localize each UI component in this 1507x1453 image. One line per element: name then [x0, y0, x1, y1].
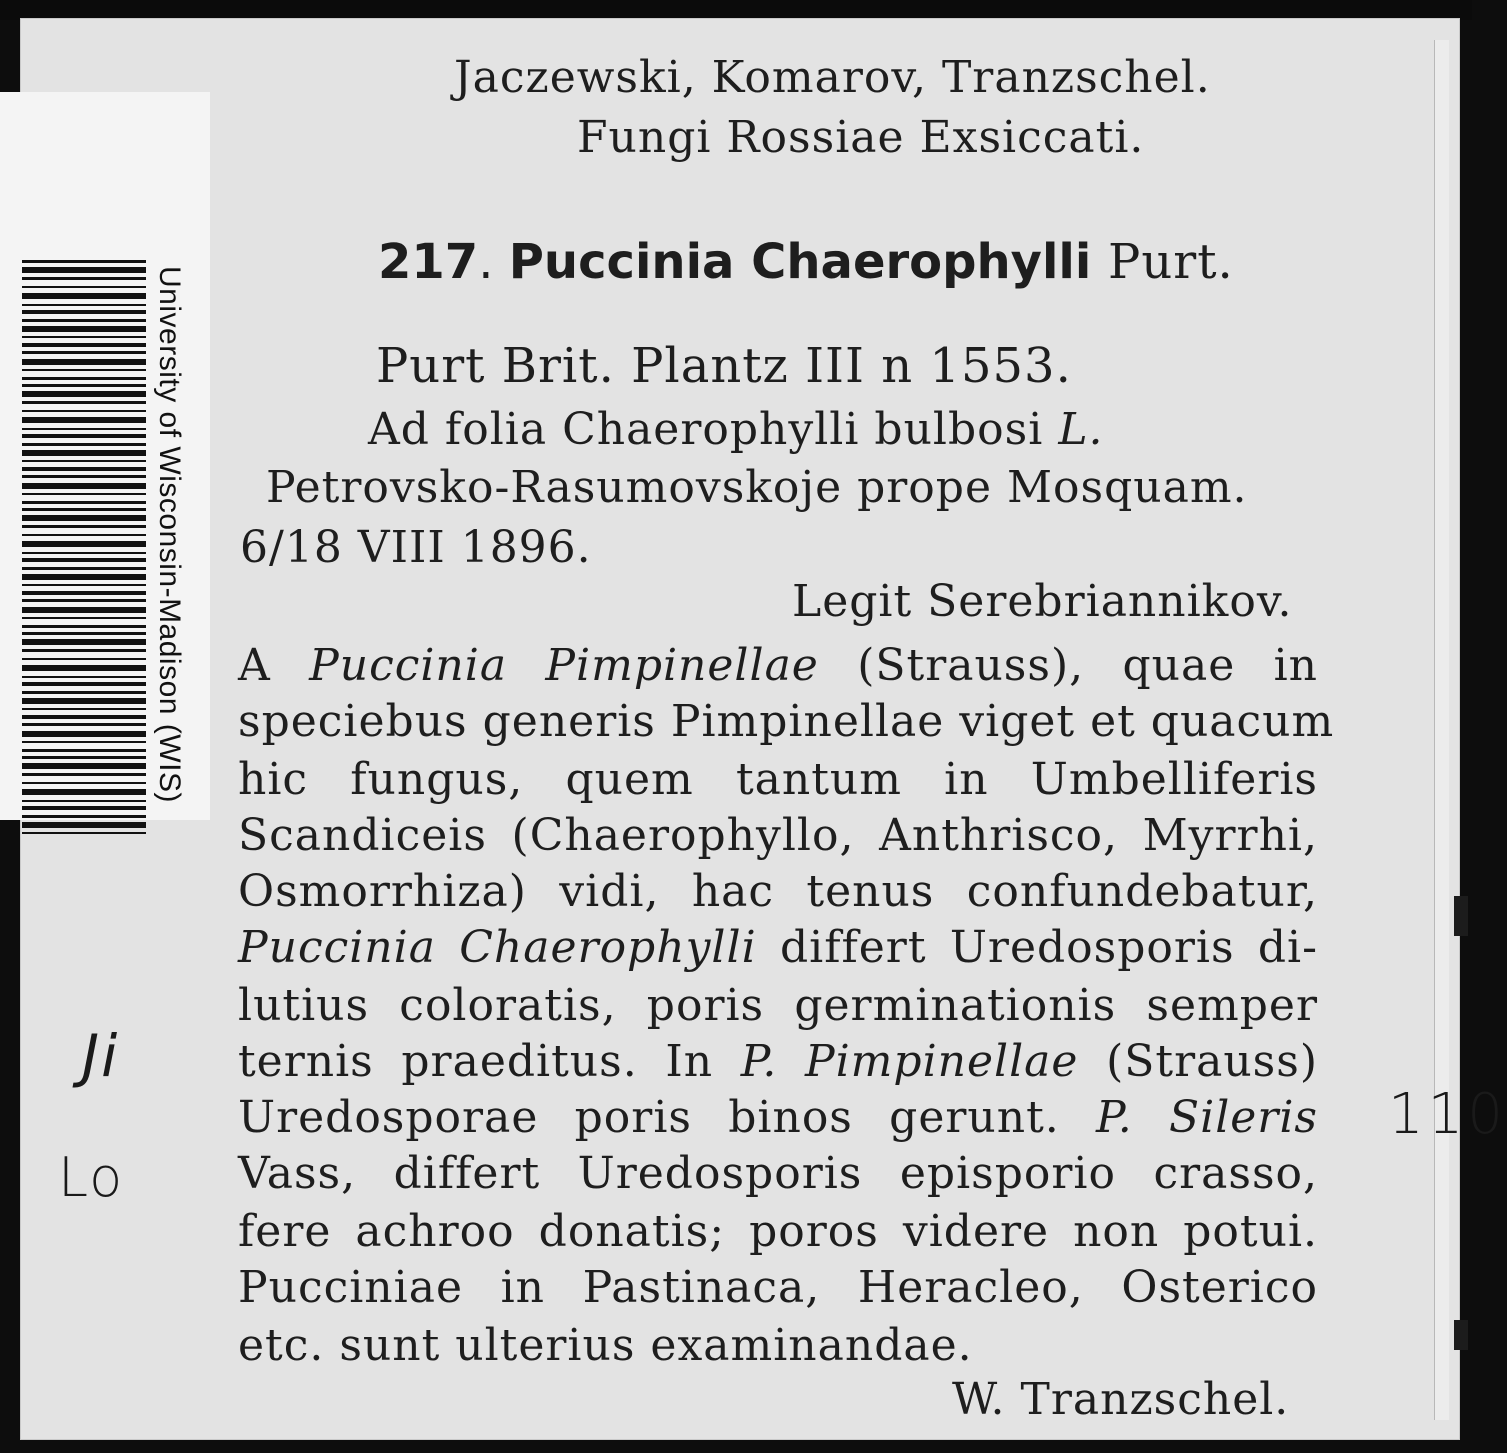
barcode-bar	[22, 625, 146, 628]
barcode-bar	[22, 574, 146, 580]
barcode-bar	[22, 410, 146, 412]
barcode-bar	[22, 326, 146, 332]
barcode-bar	[22, 475, 146, 478]
species-author: Purt.	[1108, 234, 1234, 290]
barcode-bar	[22, 401, 146, 404]
barcode	[22, 260, 146, 836]
barcode-bar	[22, 676, 146, 678]
taxon-name: Puccinia Pimpinellae	[309, 640, 819, 691]
barcode-sticker	[0, 92, 210, 820]
barcode-bar	[22, 708, 146, 710]
edge-mark	[1454, 1320, 1468, 1350]
barcode-bar	[22, 260, 146, 263]
barcode-bar	[22, 552, 146, 554]
barcode-bar	[22, 377, 146, 380]
barcode-bar	[22, 806, 146, 810]
label-header-line1: Jaczewski, Komarov, Tranzschel.	[454, 52, 1211, 103]
collector: Legit Serebriannikov.	[792, 576, 1293, 627]
barcode-bar	[22, 336, 146, 338]
barcode-bar	[22, 460, 146, 462]
signature: W. Tranzschel.	[952, 1374, 1290, 1425]
barcode-bar	[22, 731, 146, 737]
barcode-bar	[22, 515, 146, 521]
barcode-bar	[22, 525, 146, 528]
notes-line-4: Scandiceis (Chaerophyllo, Anthrisco, Myrrhi,	[238, 810, 1318, 861]
host-plant: Ad folia Chaerophylli bulbosi L.	[368, 404, 1104, 455]
barcode-bar	[22, 310, 146, 314]
barcode-bar	[22, 369, 146, 371]
barcode-bar	[22, 800, 146, 802]
barcode-bar	[22, 617, 146, 619]
barcode-bar	[22, 443, 146, 446]
barcode-bar	[22, 541, 146, 547]
barcode-bar	[22, 815, 146, 818]
barcode-bar	[22, 584, 146, 586]
barcode-bar	[22, 286, 146, 288]
edge-mark	[1454, 896, 1468, 936]
barcode-bar	[22, 304, 146, 306]
barcode-bar	[22, 359, 146, 365]
handwritten-note-left-1: Ji	[82, 1022, 120, 1090]
barcode-bar	[22, 293, 146, 299]
barcode-bar	[22, 723, 146, 726]
label-header-line2: Fungi Rossiae Exsiccati.	[577, 112, 1145, 163]
species-title: 217. Puccinia Chaerophylli Purt.	[378, 234, 1234, 290]
authority-abbrev: L.	[1058, 404, 1104, 455]
barcode-bar	[22, 682, 146, 686]
notes-line-6: Puccinia Chaerophylli differt Uredosporis di-	[238, 922, 1318, 973]
barcode-bar	[22, 493, 146, 495]
barcode-bar	[22, 756, 146, 759]
barcode-bar	[22, 450, 146, 456]
barcode-bar	[22, 741, 146, 743]
barcode-bar	[22, 483, 146, 489]
barcode-bar	[22, 467, 146, 471]
barcode-bar	[22, 715, 146, 719]
barcode-bar	[22, 384, 146, 387]
barcode-bar	[22, 665, 146, 671]
taxon-name: P. Pimpinellae	[740, 1036, 1079, 1087]
barcode-bar	[22, 789, 146, 795]
barcode-bar	[22, 351, 146, 354]
taxon-name: Puccinia Chaerophylli	[238, 922, 757, 973]
institution-name: University of Wisconsin-Madison (WIS)	[153, 266, 186, 803]
barcode-bar	[22, 343, 146, 347]
barcode-bar	[22, 632, 146, 635]
species-name: Puccinia Chaerophylli	[508, 234, 1092, 290]
notes-line-7: lutius coloratis, poris germinationis semper	[238, 980, 1318, 1031]
barcode-bar	[22, 567, 146, 570]
locality: Petrovsko-Rasumovskoje prope Mosquam.	[266, 462, 1248, 513]
literature-reference: Purt Brit. Plantz III n 1553.	[376, 338, 1072, 394]
barcode-bar	[22, 558, 146, 562]
notes-line-9: Uredosporae poris binos gerunt. P. Sileris	[238, 1092, 1318, 1143]
taxon-name: P. Sileris	[1096, 1092, 1318, 1143]
barcode-bar	[22, 749, 146, 752]
barcode-bar	[22, 277, 146, 280]
notes-line-5: Osmorrhiza) vidi, hac tenus confundebatur,	[238, 866, 1318, 917]
notes-line-1: A Puccinia Pimpinellae (Strauss), quae in	[238, 640, 1318, 691]
collection-date: 6/18 VIII 1896.	[240, 522, 592, 573]
barcode-bar	[22, 534, 146, 536]
barcode-bar	[22, 649, 146, 652]
handwritten-note-left-2: Lo	[58, 1146, 125, 1209]
barcode-bar	[22, 428, 146, 430]
barcode-bar	[22, 773, 146, 776]
barcode-bar	[22, 698, 146, 704]
barcode-bar	[22, 417, 146, 423]
barcode-bar	[22, 782, 146, 784]
notes-line-8: ternis praeditus. In P. Pimpinellae (Strauss)	[238, 1036, 1318, 1087]
notes-line-2: speciebus generis Pimpinellae viget et quacum	[238, 696, 1335, 747]
notes-line-12: Pucciniae in Pastinaca, Heracleo, Osterico	[238, 1262, 1318, 1313]
exsiccata-number: 217	[378, 234, 479, 290]
barcode-bar	[22, 658, 146, 660]
barcode-bar	[22, 501, 146, 504]
barcode-bar	[22, 607, 146, 613]
barcode-bar	[22, 319, 146, 322]
barcode-bar	[22, 591, 146, 595]
barcode-bar	[22, 639, 146, 645]
barcode-bar	[22, 391, 146, 397]
notes-line-10: Vass, differt Uredosporis episporio crasso,	[238, 1148, 1318, 1199]
barcode-bar	[22, 832, 146, 834]
notes-line-11: fere achroo donatis; poros videre non potui.	[238, 1206, 1318, 1257]
barcode-bar	[22, 822, 146, 828]
barcode-bar	[22, 763, 146, 769]
barcode-bar	[22, 599, 146, 602]
barcode-bar	[22, 267, 146, 273]
barcode-bar	[22, 508, 146, 511]
barcode-caption	[150, 262, 194, 836]
notes-line-3: hic fungus, quem tantum in Umbelliferis	[238, 754, 1318, 805]
handwritten-note-right: 110	[1388, 1082, 1507, 1147]
barcode-bar	[22, 434, 146, 438]
notes-line-13: etc. sunt ulterius examinandae.	[238, 1320, 973, 1371]
barcode-bar	[22, 691, 146, 694]
